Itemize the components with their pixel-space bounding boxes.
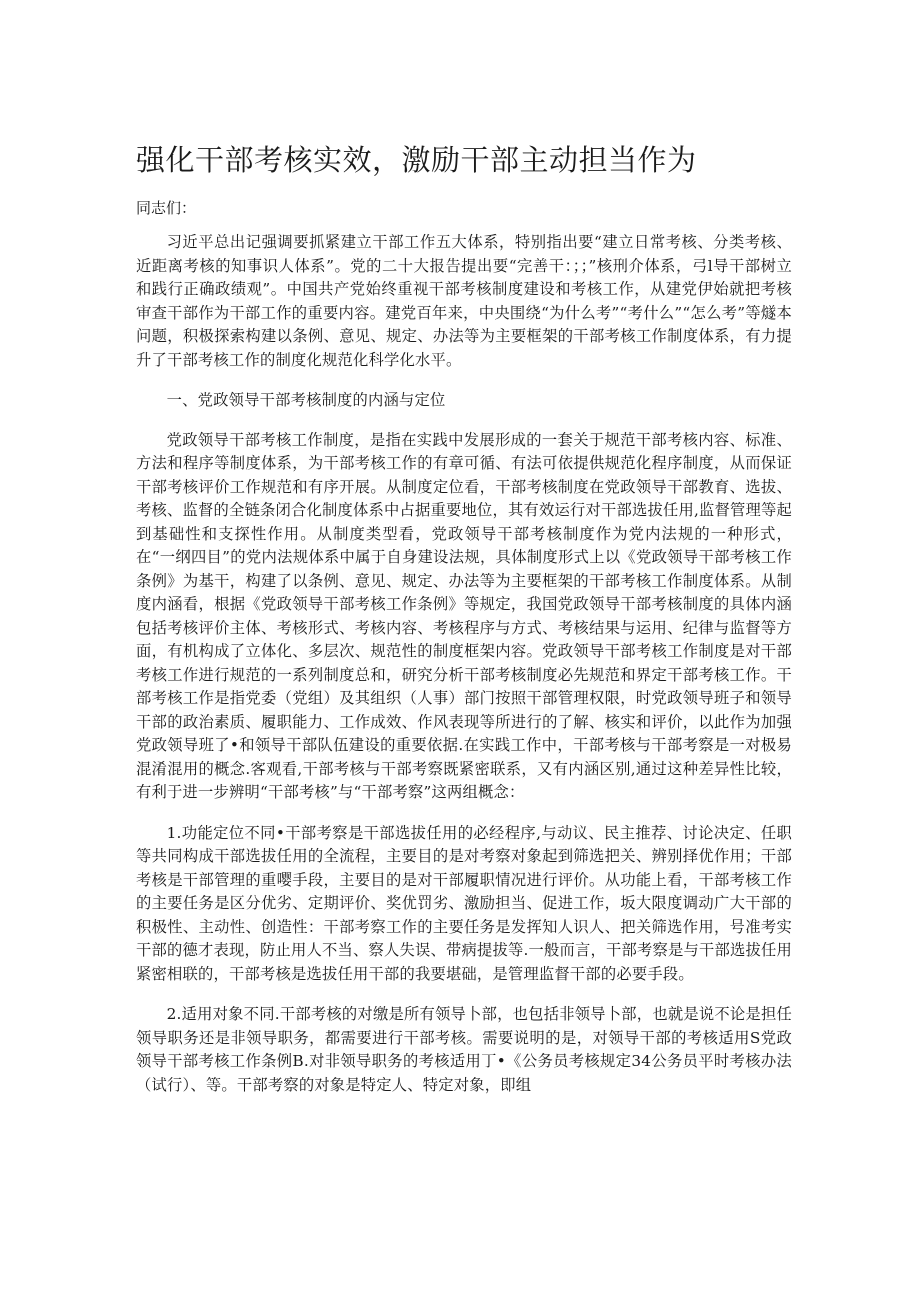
paragraph-point-1: 1.功能定位不同•干部考察是干部选拔任用的必经程序,与动议、民主推荐、讨论决定、任职等共同构成干部选拔任用的全流程，主要目的是对考察对象起到筛选把关、辨别择优作用；干部考核是干部管理的重嘤手段，主要目的是对干部履职情况进行评价。从功能上看，干部考核工作的主要任务是区分优劣、定期评价、奖优罚劣、激励担当、促进工作，坂大限度调动广大干部的积极性、主动性、创造性：干部考察工作的主要任务是发挥知人识人、把关筛选作用，号准考实干部的德才表现，防止用人不当、察人失误、带病提拔等.一般而言，干部考察是与干部选拔任用紧密相联的，干部考核是选拔任用干部的我要堪础，是管理监督干部的必要手段。 [136, 823, 792, 983]
document-body [136, 231, 792, 1114]
document-title: 强化干部考核实效，激励干部主动担当作为 [136, 143, 697, 177]
section-heading-1: 一、党政领导干部考核制度的内涵与定位 [166, 391, 446, 409]
paragraph-point-2: 2.适用对象不同.干部考核的对缴是所有领导卜部，也包括非领导卜部，也就是说不论是担任领导职务还是非领导职务，都需要进行干部考核。需要说明的是，对领导干部的考核适用S党政领导干部考核工作条例B.对非领导职务的考核适用丁•《公务员考核规定34公务员平时考核办法（试行）、等。干部考察的对象是特定人、特定对象，即组 [136, 1005, 792, 1094]
paragraph-intro: 习近平总出记强调要抓紧建立干部工作五大体系，特别指出要“建立日常考核、分类考核、近距离考核的知事识人体系”。党的二十大报告提出要“完善干：；；”核刑介体系，弓l导干部树立和践行正确政绩观”。中国共产党始终重视干部考核制度建设和考核工作，从建党伊始就把考核审查干部作为干部工作的重要内容。建党百年来，中央围绕“为什么考”“考什么”“怎么考”等燧本问题，积极探索构建以条例、意见、规定、办法等为主要框架的干部考核工作制度体系，有力提升了干部考核工作的制度化规范化科学化水平。 [136, 233, 792, 369]
paragraph-definition: 党政领导干部考核工作制度，是指在实践中发展形成的一套关于规范干部考核内容、标准、方法和程序等制度体系，为干部考核工作的有章可循、有法可依提供规范化程序制度，从而保证干部考核评价工作规范和有序开展。从制度定位看，干部考核制度在党政领导干部教育、选拔、考核、监督的全链条闭合化制度体系中占据重要地位，其有效运行对干部选拔任用,监督管理等起到基础性和支探性作用。从制度类型看，党政领导干部考核制度作为党内法规的一种形式，在“一纲四目”的党内法规体系中属于自身建设法规，具体制度形式上以《党政领导干部考核工作条例》为基干，构建了以条例、意见、规定、办法等为主要框架的干部考核工作制度体系。从制度内涵看，根据《党政领导干部考核工作条例》等规定，我国党政领导干部考核制度的具体内涵包括考核评价主体、考核形式、考核内容、考核程序与方式、考核结果与运用、纪律与监督等方面，有机构成了立体化、多层次、规范性的制度框架内容。党政领导干部考核工作制度是对干部考核工作进行规范的一系列制度总和，研究分析干部考核制度必先规范和界定干部考核工作。干部考核工作是指党委（党组）及其组织（人事）部门按照干部管理权限，时党政领导班子和领导干部的政治素质、履职能力、工作成效、作风表现等所进行的了解、核实和评价，以此作为加强党政领导班了•和领导干部队伍建设的重要依据.在实践工作中，干部考核与干部考察是一对极易混淆混用的概念.客观看,干部考核与干部考察既紧密联系，又有内涵区别,通过这种差异性比较，有利于进一步辨明“干部考核”与“干部考察”这两组概念： [136, 430, 792, 801]
salutation: 同志们： [136, 199, 197, 217]
